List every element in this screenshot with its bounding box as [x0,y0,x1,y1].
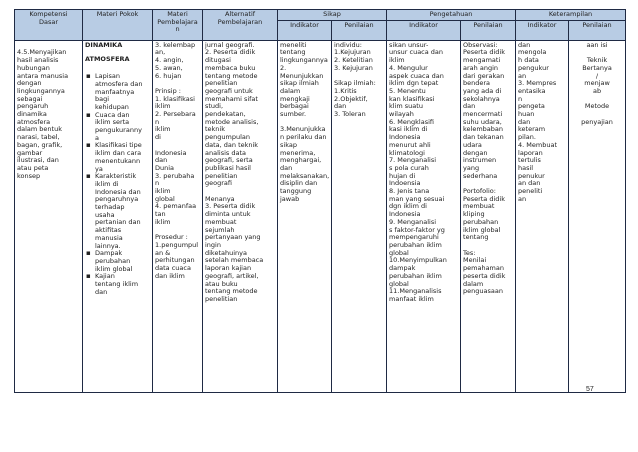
header-materi-pembelajaran: Materi Pembelajara n [153,10,203,41]
pengetahuan-indikator-cell: sikan unsur- unsur cuaca dan iklim 4. Mengulur aspek cuaca dan iklim dgn tepat 5. Menentu kan klasifikasi klim suatu wilayah 6. Mengklasifi kasi iklim di Indonesia menurut ahli klimatologi 7. Menganalisi s pola curah hujan di Indoensia 8. Jenis tana man yang sesuai dgn iklim di Indonesia 9. Menganalisi s faktor-faktor yg mempengaruhi perubahan iklim global 10.Menyimpulkan dampak perubahan iklim global 11.Menganalisis manfaat iklim [387,40,461,392]
header-sikap-indikator: Indikator [278,20,332,40]
sikap-indikator-cell: meneliti tentang lingkungannya 2. Menunjukkan sikap ilmiah dalam mengkaji berbagai sumber. 3.Menunjukka n perilaku dan sikap menerima, menghargai, dan melaksanakan, disiplin dan tanggung jawab [278,40,332,392]
page-number: 57 [586,386,594,393]
list-item: ▪ Cuaca dan iklim serta pengukuranny a [95,112,150,143]
list-item: ▪ Karakteristik iklim di Indonesia dan pengaruhnya terhadap usaha pertanian dan aktifitas manusia lainnya. [95,173,150,250]
header-keterampilan-penilaian: Penilaian [569,20,626,40]
keterampilan-penilaian-cell: aan isi Teknik Bertanya / menjaw ab Metode penyajian [569,40,626,392]
materi-pokok-title-1: DINAMIKA [85,40,123,49]
syllabus-table [14,9,626,393]
materi-pokok-cell [83,40,153,392]
list-item: ▪ Kajian tentang iklim dan [95,273,150,296]
header-sikap: Sikap [278,10,387,21]
header-alternatif-pembelajaran: Alternatif Pembelajaran [203,10,278,41]
keterampilan-indikator-cell: dan mengola h data pengukur an 3. Mempres entasika n pengeta huan dan keteram pilan. 4. Membuat laporan tertulis hasil penukur an dan peneliti an [516,40,569,392]
header-pengetahuan: Pengetahuan [387,10,516,21]
list-item: ▪ Dampak perubahan iklim global [95,250,150,273]
list-item: ▪ Lapisan atmosfera dan manfaatnya bagi kehidupan [95,73,150,112]
header-keterampilan: Keterampilan [516,10,626,21]
pengetahuan-penilaian-cell: Observasi: Peserta didik mengamati arah angin dari gerakan bendera yang ada di sekolahnya dan mencermati suhu udara, kelembaban dan tekanan udara dengan instrumen yang sederhana Portofolio: Peserta didik membuat kliping perubahan iklim global tentang Tes: Menilai pemahaman peserta didik dalam penguasaan [461,40,516,392]
sikap-penilaian-cell: individu: 1.Kejujuran 2. Ketelitian 3. Kejujuran Sikap ilmiah: 1.Kritis 2.Objektif, dan 3. Toleran [332,40,387,392]
kompetensi-dasar-cell: 4.5.Menyajikan hasil analisis hubungan antara manusia dengan lingkungannya sebagai pengaruh dinamika atmosfera dalam bentuk narasi, tabel, bagan, grafik, gambar ilustrasi, dan atau peta konsep [15,40,83,392]
materi-pembelajaran-cell: 3. kelembap an, 4. angin, 5. awan, 6. hujan Prinsip : 1. klasifikasi iklim 2. Persebara n iklim di Indonesia dan Dunia 3. perubaha n iklim global 4. pemanfaa tan iklim Prosedur : 1.pengumpul an & perhitungan data cuaca dan iklim [153,40,203,392]
header-sikap-penilaian: Penilaian [332,20,387,40]
materi-pokok-list [85,73,150,296]
header-kompetensi-dasar: Kompetensi Dasar [15,10,83,41]
header-materi-pokok: Materi Pokok [83,10,153,41]
alternatif-pembelajaran-cell: jurnal geografi. 2. Peserta didik ditugasi membaca buku tentang metode penelitian geografi untuk memahami sifat studi, pendekatan, metode analisis, teknik pengumpulan data, dan teknik analisis data geografi, serta publikasi hasil penelitian geografi Menanya 3. Peserta didik diminta untuk membuat sejumlah pertanyaan yang ingin diketahuinya setelah membaca laporan kajian geografi, artikel, atau buku tentang metode penelitian [203,40,278,392]
header-pengetahuan-penilaian: Penilaian [461,20,516,40]
header-pengetahuan-indikator: Indikator [387,20,461,40]
header-keterampilan-indikator: Indikator [516,20,569,40]
materi-pokok-title-2: ATMOSFERA [85,55,130,64]
list-item: ▪ Klasifikasi tipe iklim dan cara menentukann ya [95,142,150,173]
